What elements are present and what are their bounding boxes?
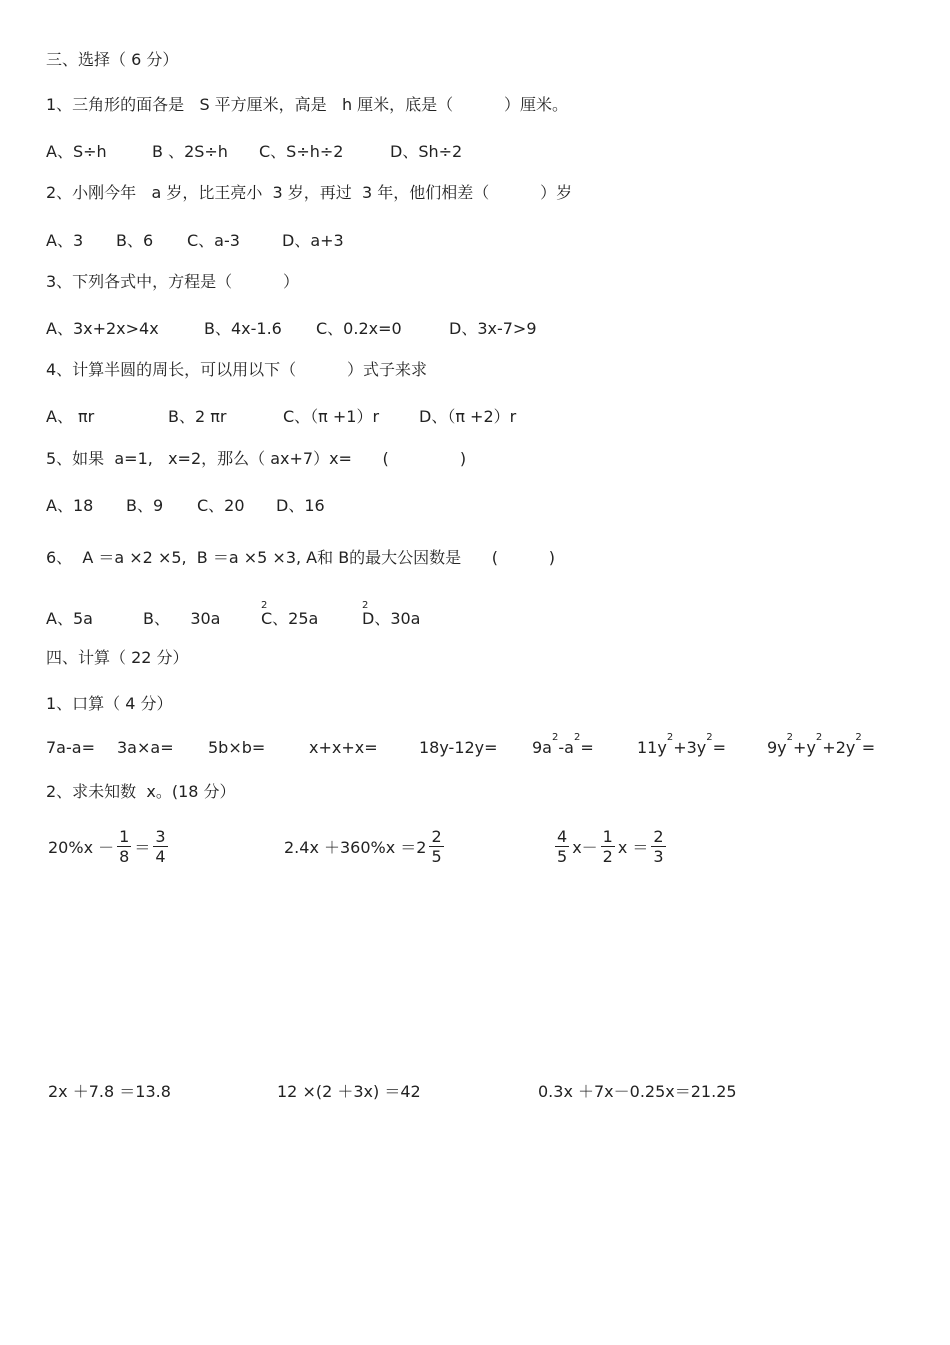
option-d: D、16 xyxy=(276,496,325,515)
question-2-stem: 2、小刚今年 a 岁，比王亮小 3 岁，再过 3 年，他们相差（ ）岁 xyxy=(46,183,573,202)
option-c: C、20 xyxy=(197,496,245,515)
oral-item: $11y^2+3y^2=$ xyxy=(637,732,727,757)
question-3-options xyxy=(0,316,950,340)
option-c: C、0.2x=0 xyxy=(316,319,402,338)
fraction: $\frac{1}{8}$ xyxy=(119,827,130,866)
equation-1: 20%x － $\frac{1}{8}$ ＝ $\frac{3}{4}$ xyxy=(48,827,166,866)
option-d: D、a+3 xyxy=(282,231,344,250)
question-1-options xyxy=(0,139,950,163)
option-c: C、25a $^2$ xyxy=(261,600,319,628)
question-5-stem: 5、如果 a=1, x=2，那么（ ax+7）x= ( ) xyxy=(46,449,467,468)
oral-item: x+x+x= xyxy=(309,738,378,757)
option-b: B、4x-1.6 xyxy=(204,319,282,338)
section4-title: 四、计算（ 22 分） xyxy=(46,648,189,667)
option-a: A、S÷h xyxy=(46,142,107,161)
option-b: B、 30a xyxy=(143,609,221,628)
equation-6: 0.3x ＋7x－0.25x＝21.25 xyxy=(538,1082,737,1101)
fraction: $\frac{2}{3}$ xyxy=(653,827,664,866)
oral-item: $9y^2+y^2+2y^2=$ xyxy=(767,732,876,757)
question-4-options xyxy=(0,404,950,428)
fraction: $\frac{2}{5}$ xyxy=(431,827,442,866)
equation-5: 12 ×(2 ＋3x) ＝42 xyxy=(277,1082,421,1101)
solve-title: 2、求未知数 x。(18 分） xyxy=(46,782,236,801)
option-c: C、a-3 xyxy=(187,231,240,250)
option-d: D、（π +2）r xyxy=(419,407,517,426)
option-a: A、 πr xyxy=(46,407,95,426)
option-b: B 、2S÷h xyxy=(152,142,228,161)
equation-4: 2x ＋7.8 ＝13.8 xyxy=(48,1082,171,1101)
option-d: D、30a $^2$ xyxy=(362,600,421,628)
question-3-stem: 3、下列各式中，方程是（ ） xyxy=(46,272,300,291)
question-2-options xyxy=(0,228,950,252)
question-6-options xyxy=(0,600,950,630)
fraction: $\frac{4}{5}$ xyxy=(557,827,568,866)
option-d: D、3x-7>9 xyxy=(449,319,537,338)
oral-item: 5b×b= xyxy=(208,738,266,757)
oral-calc-row xyxy=(0,732,950,762)
equation-2: 2.4x ＋360%x ＝2 $\frac{2}{5}$ xyxy=(284,827,442,866)
question-6-stem: 6、 A ＝a ×2 ×5, B ＝a ×5 ×3, A和 B的最大公因数是 ( ) xyxy=(46,548,556,567)
oral-item: 7a-a= xyxy=(46,738,95,757)
oral-calc-title: 1、口算（ 4 分） xyxy=(46,694,173,713)
option-c: C、S÷h÷2 xyxy=(259,142,344,161)
oral-item: $9a^2-a^2=$ xyxy=(532,732,594,757)
exponent: 2 xyxy=(261,600,268,611)
question-1-stem: 1、三角形的面各是 S 平方厘米，高是 h 厘米，底是（ ）厘米。 xyxy=(46,95,569,114)
oral-item: 3a×a= xyxy=(117,738,174,757)
option-b: B、9 xyxy=(126,496,164,515)
fraction: $\frac{1}{2}$ xyxy=(602,827,613,866)
exponent: 2 xyxy=(362,600,369,611)
question-4-stem: 4、计算半圆的周长，可以用以下（ ）式子来求 xyxy=(46,360,428,379)
option-a: A、3x+2x>4x xyxy=(46,319,159,338)
option-a: A、5a xyxy=(46,609,93,628)
option-b: B、2 πr xyxy=(168,407,227,426)
option-d: D、Sh÷2 xyxy=(390,142,463,161)
oral-item: 18y-12y= xyxy=(419,738,498,757)
option-a: A、3 xyxy=(46,231,84,250)
option-c: C、（π +1）r xyxy=(283,407,380,426)
option-a: A、18 xyxy=(46,496,94,515)
fraction: $\frac{3}{4}$ xyxy=(155,827,166,866)
option-b: B、6 xyxy=(116,231,154,250)
section3-title: 三、选择（ 6 分） xyxy=(46,50,179,69)
question-5-options xyxy=(0,493,950,517)
equation-3: $\frac{4}{5}$ x－ $\frac{1}{2}$ x ＝ $\frac{2}{3}$ xyxy=(557,827,664,866)
